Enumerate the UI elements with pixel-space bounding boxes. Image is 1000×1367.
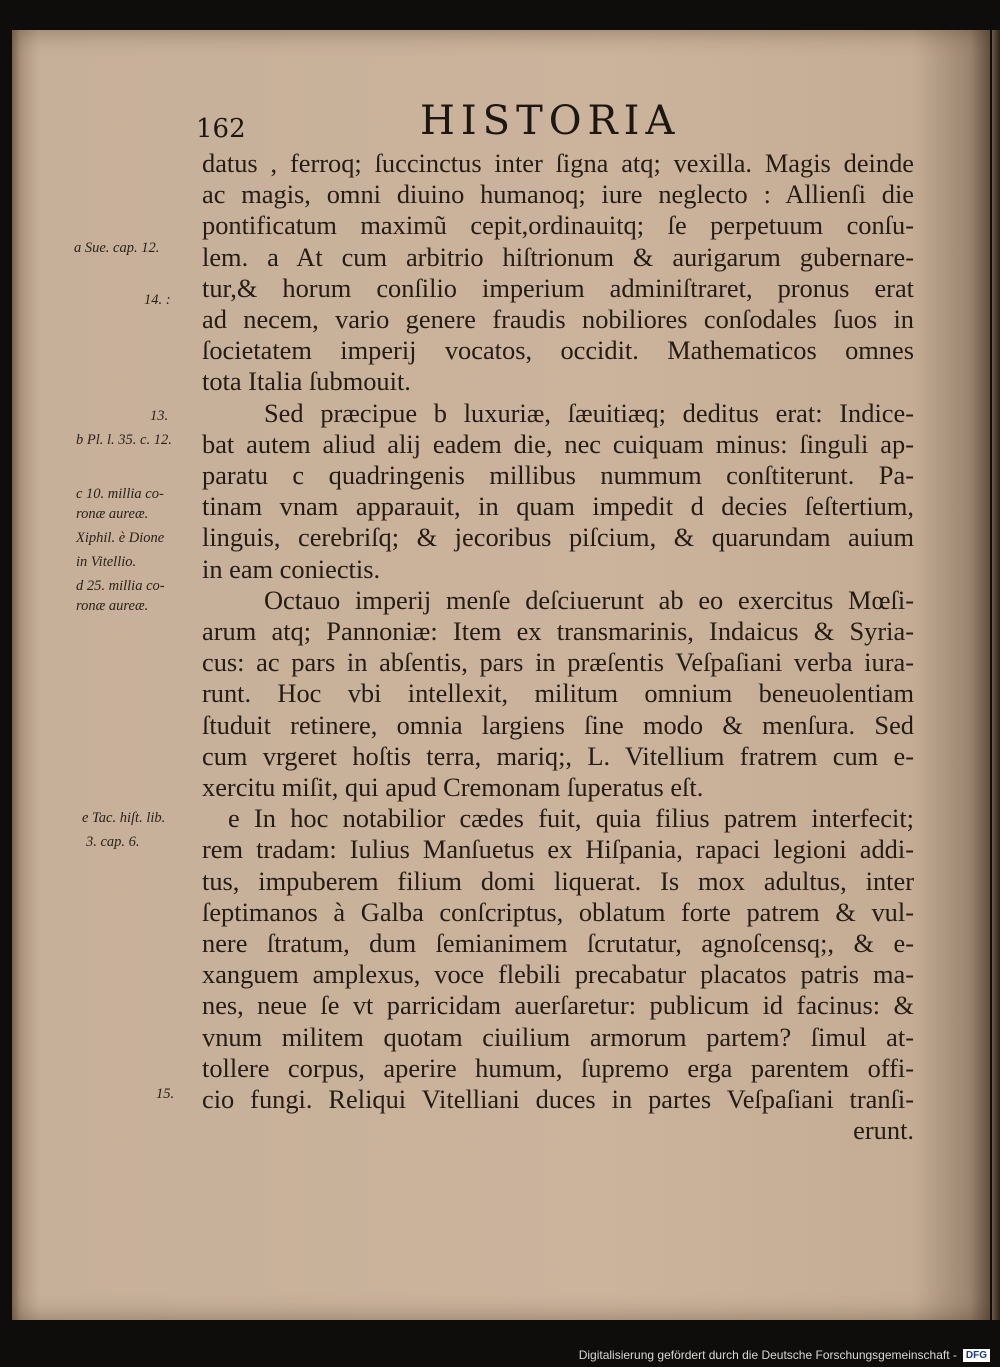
running-title: HISTORIA	[420, 98, 681, 144]
text-line: Sed præcipue b luxuriæ, ſæuitiæq; deditus erat: Indice-	[264, 397, 914, 428]
text-line: ſeptimanos à Galba conſcriptus, oblatum forte patrem & vul-	[202, 896, 914, 927]
text-line: Octauo imperij menſe deſciuerunt ab eo exercitus Mœſi-	[264, 584, 914, 615]
text-line: ac magis, omni diuino humanoq; iure neglecto : Allienſi die	[202, 179, 914, 210]
digitization-footer	[579, 1348, 990, 1362]
margin-note: c 10. millia co-	[76, 486, 164, 502]
text-line: cio fungi. Reliqui Vitelliani duces in partes Veſpaſiani tranſi-	[202, 1084, 914, 1115]
text-line: arum atq; Pannoniæ: Item ex transmarinis, Indaicus & Syria-	[202, 616, 914, 647]
text-line: runt. Hoc vbi intellexit, militum omnium beneuolentiam	[202, 678, 914, 709]
margin-note: e Tac. hiſt. lib.	[82, 810, 166, 826]
text-line: erunt.	[853, 1115, 914, 1146]
page-number: 162	[196, 114, 246, 144]
text-line: rem tradam: Iulius Manſuetus ex Hiſpania, rapaci legioni addi-	[202, 834, 914, 865]
text-line: xercitu miſit, qui apud Cremonam ſuperatus eſt.	[202, 772, 704, 803]
text-line: cum vrgeret hoſtis terra, mariq;, L. Vitellium fratrem cum e-	[202, 740, 914, 771]
text-line: xanguem amplexus, voce flebili precabatur placatos patris ma-	[202, 959, 914, 990]
text-line: tinam vnam apparauit, in quam impedit d decies ſeſtertium,	[202, 491, 914, 522]
dfg-logo-icon: DFG	[963, 1349, 990, 1362]
margin-note: a Sue. cap. 12.	[74, 240, 160, 256]
text-line: nes, neue ſe vt parricidam auerſaretur: publicum id facinus: &	[202, 990, 914, 1021]
margin-note: ronæ aureæ.	[76, 598, 149, 614]
margin-note: 14. :	[144, 292, 171, 308]
margin-note: 13.	[150, 408, 169, 424]
text-line: vnum militem quotam ciuilium armorum partem? ſimul at-	[202, 1021, 914, 1052]
text-line: datus , ferroq; ſuccinctus inter ſigna atq; vexilla. Magis deinde	[202, 148, 914, 178]
margin-note: d 25. millia co-	[76, 578, 165, 594]
text-line: tus, impuberem filium domi liquerat. Is mox adultus, inter	[202, 865, 914, 896]
margin-note: Xiphil. è Dione	[76, 530, 165, 546]
text-line: ſocietatem imperij vocatos, occidit. Mathematicos omnes	[202, 335, 914, 366]
text-line: pontificatum maximũ cepit,ordinauitq; ſe perpetuum conſu-	[202, 210, 914, 241]
text-line: ſtuduit retinere, omnia largiens ſine modo & menſura. Sed	[202, 709, 914, 740]
text-line: tollere corpus, aperire humum, ſupremo erga parentem offi-	[202, 1052, 914, 1083]
margin-note: 15.	[156, 1086, 175, 1102]
text-line: ad necem, vario genere fraudis nobiliores conſodales ſuos in	[202, 304, 914, 335]
margin-note: b Pl. l. 35. c. 12.	[76, 432, 172, 448]
text-line: nere ſtratum, dum ſemianimem ſcrutatur, agnoſcensq;, & e-	[202, 928, 914, 959]
margin-note: ronæ aureæ.	[76, 506, 149, 522]
page-edge	[992, 30, 1000, 1320]
text-line: tur,& horum conſilio imperium adminiſtraret, pronus erat	[202, 272, 914, 303]
text-line: e In hoc notabilior cædes fuit, quia filius patrem interfecit;	[228, 803, 914, 834]
margin-note: 3. cap. 6.	[86, 834, 140, 850]
text-line: paratu c quadringenis millibus nummum conſtiterunt. Pa-	[202, 460, 914, 491]
text-line: bat autem aliud alij eadem die, nec cuiquam minus: ſinguli ap-	[202, 428, 914, 459]
text-line: in eam coniectis.	[202, 553, 381, 584]
text-line: lem. a At cum arbitrio hiſtrionum & aurigarum gubernare-	[202, 241, 914, 272]
text-line: linguis, cerebriſq; & jecoribus piſcium, & quarundam auium	[202, 522, 914, 553]
footer-text: Digitalisierung gefördert durch die Deutsche Forschungsgemeinschaft -	[578, 1348, 957, 1362]
main-text	[202, 148, 914, 1147]
text-line: tota Italia ſubmouit.	[202, 366, 411, 397]
margin-note: in Vitellio.	[76, 554, 137, 570]
text-line: cus: ac pars in abſentis, pars in præſentis Veſpaſiani verba iura-	[202, 647, 914, 678]
